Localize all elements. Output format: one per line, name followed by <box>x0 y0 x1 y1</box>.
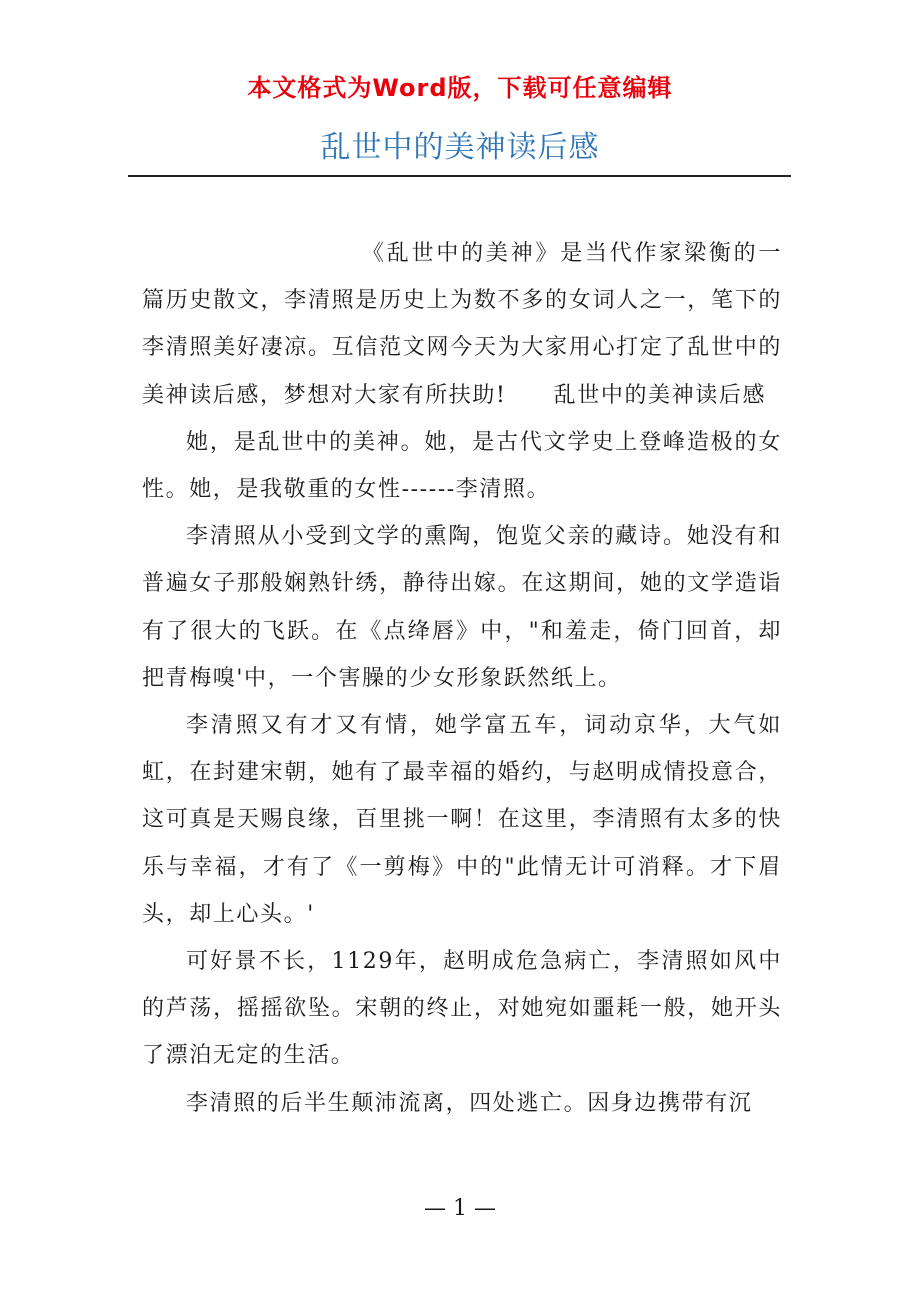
paragraph: 李清照从小受到文学的熏陶，饱览父亲的藏诗。她没有和普遍女子那般娴熟针绣，静待出嫁。在这期间，她的文学造诣有了很大的飞跃。在《点绛唇》中，"和羞走，倚门回首，却把青梅嗅'中，一个害臊的少女形象跃然纸上。 <box>142 524 782 691</box>
title-divider <box>128 175 791 177</box>
page-title: 乱世中的美神读后感 <box>320 130 600 165</box>
paragraph: 李清照的后半生颠沛流离，四处逃亡。因身边携带有沉 <box>186 1090 753 1116</box>
paragraph-intro: 《乱世中的美神》是当代作家梁衡的一篇历史散文，李清照是历史上为数不多的女词人之一，笔下的李清照美好凄凉。互信范文网今天为大家用心打定了乱世中的美神读后感，梦想对大家有所扶助! 乱世中的美神读后感 <box>142 241 782 408</box>
paragraph: 李清照又有才又有情，她学富五车，词动京华，大气如虹，在封建宋朝，她有了最幸福的婚约，与赵明成情投意合，这可真是天赐良缘，百里挑一啊！在这里，李清照有太多的快乐与幸福，才有了《一剪梅》中的"此情无计可消释。才下眉头，却上心头。' <box>142 713 782 927</box>
document-body <box>142 230 782 1127</box>
paragraph: 可好景不长，1129年，赵明成危急病亡，李清照如风中的芦荡，摇摇欲坠。宋朝的终止，对她宛如噩耗一般，她开头了漂泊无定的生活。 <box>142 949 782 1069</box>
format-banner: 本文格式为Word版，下载可任意编辑 <box>247 74 673 102</box>
page-number: — 1 — <box>424 1196 496 1221</box>
paragraph: 她，是乱世中的美神。她，是古代文学史上登峰造极的女性。她，是我敬重的女性------李清照。 <box>142 429 782 503</box>
